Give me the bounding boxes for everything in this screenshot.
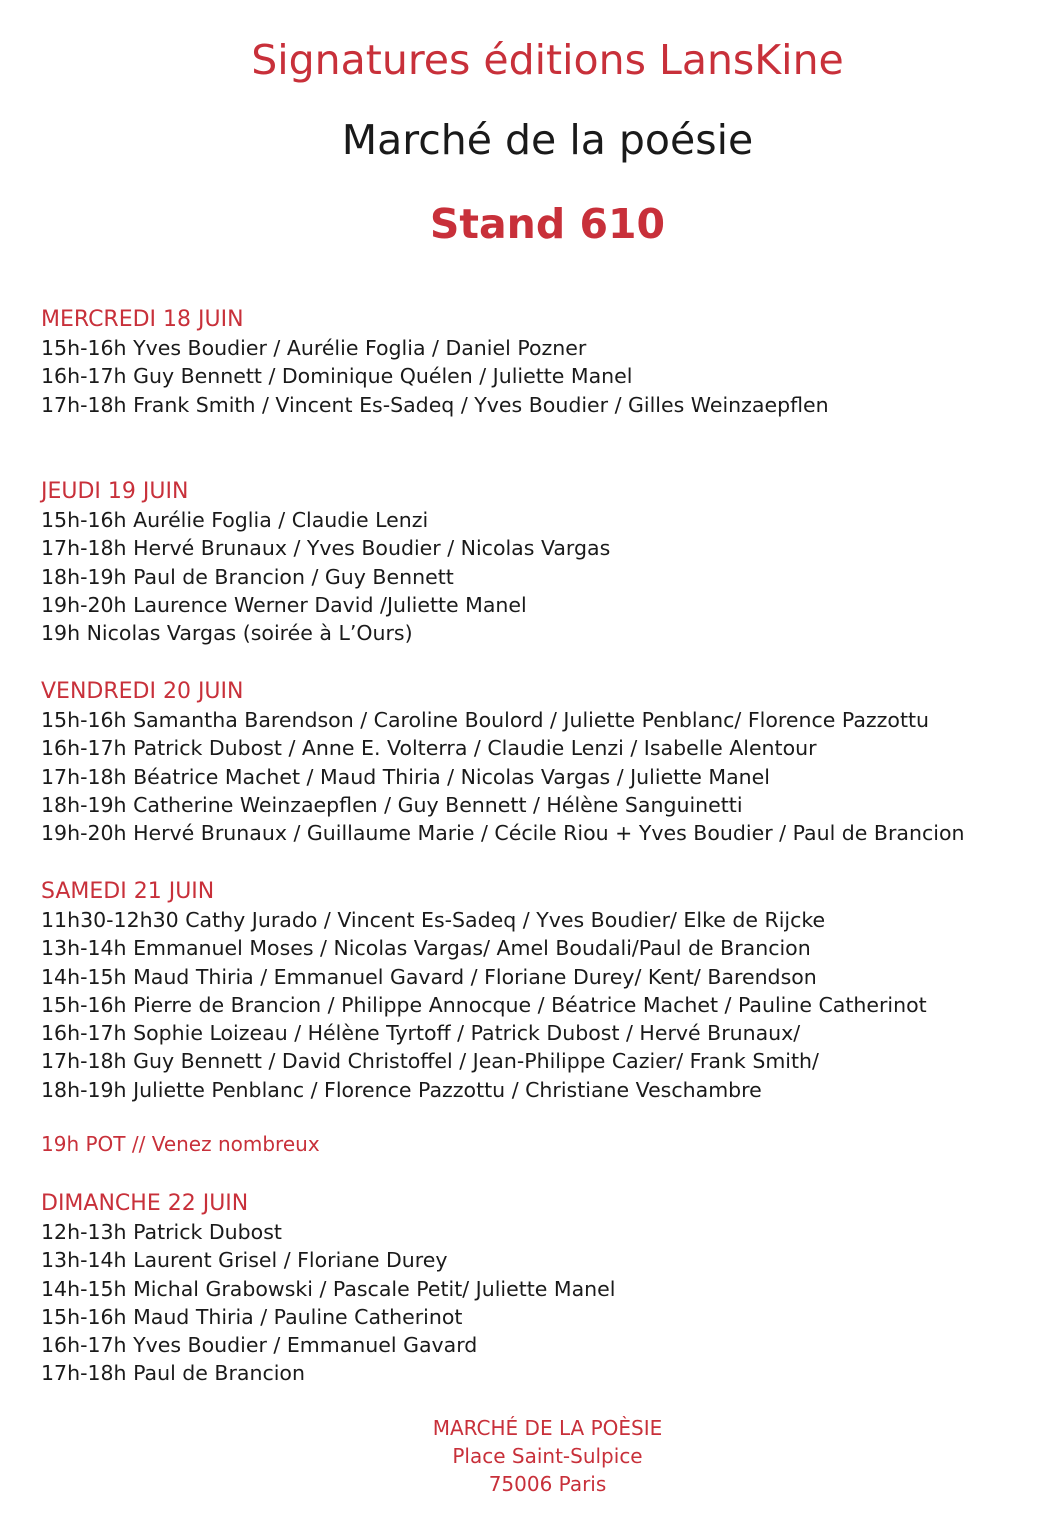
venue-address	[0, 1414, 1039, 1498]
day-section-jeudi	[41, 478, 1031, 647]
event-subtitle: Marché de la poésie	[341, 116, 754, 164]
day-heading: VENDREDI 20 JUIN	[41, 679, 244, 704]
schedule-slot: 17h-18h Paul de Brancion	[41, 1361, 305, 1386]
schedule-slot: 16h-17h Guy Bennett / Dominique Quélen / Juliette Manel	[41, 364, 633, 389]
venue-city: 75006 Paris	[488, 1472, 607, 1496]
day-heading: JEUDI 19 JUIN	[41, 479, 189, 504]
schedule-slot: 16h-17h Patrick Dubost / Anne E. Volterra / Claudie Lenzi / Isabelle Alentour	[41, 736, 817, 761]
schedule-slot: 16h-17h Yves Boudier / Emmanuel Gavard	[41, 1333, 478, 1358]
day-section-samedi	[41, 878, 1031, 1104]
schedule-slot: 14h-15h Maud Thiria / Emmanuel Gavard / Floriane Durey/ Kent/ Barendson	[41, 964, 817, 989]
schedule-slot: 15h-16h Pierre de Brancion / Philippe Annocque / Béatrice Machet / Pauline Catherinot	[41, 992, 927, 1017]
schedule-slot: 18h-19h Catherine Weinzaepflen / Guy Bennett / Hélène Sanguinetti	[41, 792, 743, 817]
venue-name: MARCHÉ DE LA POÈSIE	[432, 1416, 663, 1440]
schedule-slot: 18h-19h Paul de Brancion / Guy Bennett	[41, 564, 454, 589]
pot-note: 19h POT // Venez nombreux	[41, 1132, 320, 1156]
page-title: Signatures éditions LansKine	[251, 36, 844, 84]
schedule-slot: 17h-18h Guy Bennett / David Christoffel / Jean-Philippe Cazier/ Frank Smith/	[41, 1049, 819, 1074]
schedule-slot: 13h-14h Emmanuel Moses / Nicolas Vargas/ Amel Boudali/Paul de Brancion	[41, 936, 811, 961]
day-heading: SAMEDI 21 JUIN	[41, 879, 215, 904]
schedule-slot: 15h-16h Yves Boudier / Aurélie Foglia / Daniel Pozner	[41, 336, 587, 360]
schedule-slot: 19h-20h Laurence Werner David /Juliette Manel	[41, 592, 527, 617]
schedule-slot: 15h-16h Samantha Barendson / Caroline Boulord / Juliette Penblanc/ Florence Pazzottu	[41, 708, 930, 732]
venue-street: Place Saint-Sulpice	[452, 1444, 643, 1468]
stand-number: Stand 610	[429, 200, 666, 248]
day-section-vendredi	[41, 678, 1031, 847]
schedule-slot: 17h-18h Frank Smith / Vincent Es-Sadeq / Yves Boudier / Gilles Weinzaepflen	[41, 392, 829, 417]
schedule-slot: 13h-14h Laurent Grisel / Floriane Durey	[41, 1248, 448, 1273]
schedule-slot: 11h30-12h30 Cathy Jurado / Vincent Es-Sadeq / Yves Boudier/ Elke de Rijcke	[41, 908, 826, 932]
schedule-slot: 16h-17h Sophie Loizeau / Hélène Tyrtoff / Patrick Dubost / Hervé Brunaux/	[41, 1021, 801, 1046]
schedule-slot: 15h-16h Aurélie Foglia / Claudie Lenzi	[41, 508, 429, 532]
schedule-slot: 17h-18h Béatrice Machet / Maud Thiria / Nicolas Vargas / Juliette Manel	[41, 764, 770, 789]
day-heading: DIMANCHE 22 JUIN	[41, 1191, 249, 1216]
schedule-slot: 17h-18h Hervé Brunaux / Yves Boudier / Nicolas Vargas	[41, 536, 611, 561]
schedule-slot: 12h-13h Patrick Dubost	[41, 1220, 282, 1244]
day-section-dimanche	[41, 1190, 1031, 1388]
schedule-slot: 19h Nicolas Vargas (soirée à L’Ours)	[41, 621, 413, 646]
schedule-slot: 18h-19h Juliette Penblanc / Florence Pazzottu / Christiane Veschambre	[41, 1077, 762, 1102]
schedule-slot: 19h-20h Hervé Brunaux / Guillaume Marie / Cécile Riou + Yves Boudier / Paul de Brancion	[41, 821, 965, 846]
day-section-mercredi	[41, 306, 1031, 419]
schedule-slot: 15h-16h Maud Thiria / Pauline Catherinot	[41, 1304, 463, 1329]
day-heading: MERCREDI 18 JUIN	[41, 307, 244, 332]
schedule-slot: 14h-15h Michal Grabowski / Pascale Petit/ Juliette Manel	[41, 1276, 616, 1301]
